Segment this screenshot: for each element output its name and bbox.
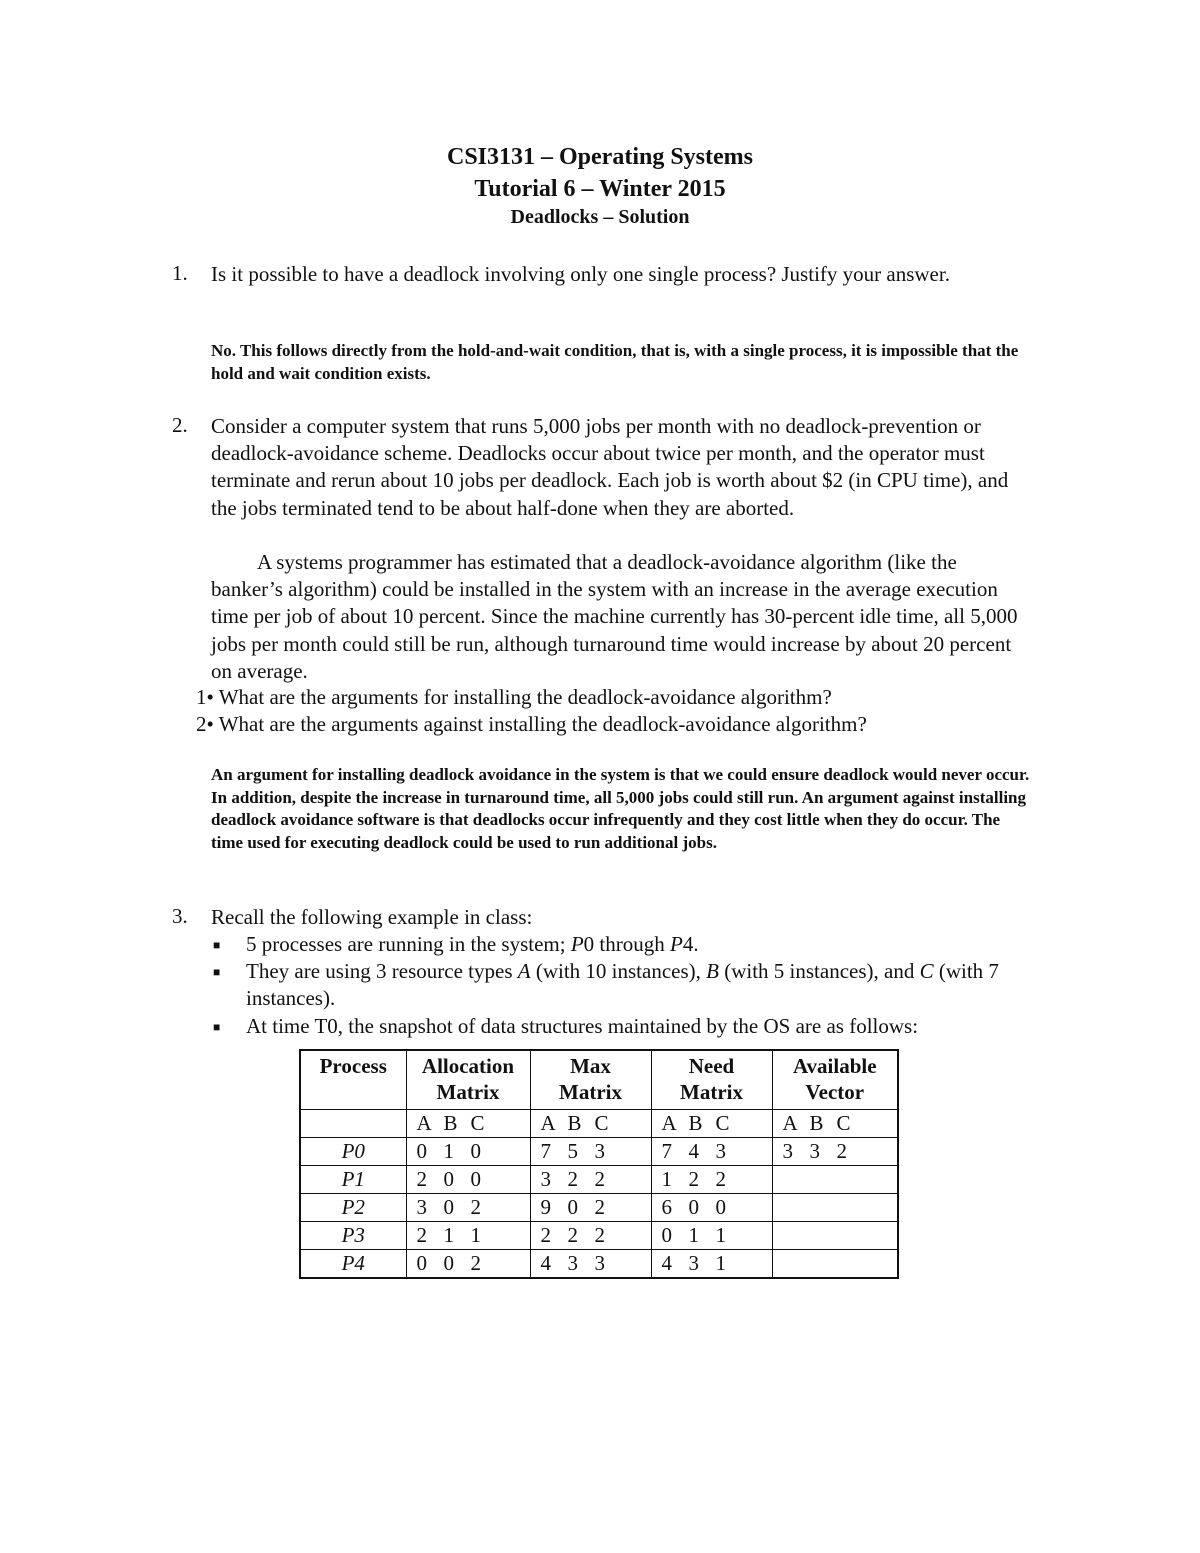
q3-bullet-1: 5 processes are running in the system; P0 through P4. bbox=[246, 932, 699, 956]
q2-paragraph-1: Consider a computer system that runs 5,000 jobs per month with no deadlock-prevention or deadlock-avoidance scheme. Deadlocks occur about twice per month, and the operator must terminate and rerun about 10 jobs per deadlock. Each job is worth about $2 (in CPU time), and the jobs terminated tend to be about half-done when they are aborted. bbox=[211, 414, 1009, 520]
need-cell: 7 4 3 bbox=[651, 1138, 772, 1166]
process-cell: P3 bbox=[300, 1222, 406, 1250]
course-title: CSI3131 – Operating Systems bbox=[446, 144, 753, 170]
empty-cell bbox=[300, 1110, 406, 1138]
process-cell: P1 bbox=[300, 1166, 406, 1194]
q3-intro: Recall the following example in class: bbox=[211, 905, 533, 929]
avail-cell bbox=[772, 1250, 898, 1279]
q2-answer: An argument for installing deadlock avoidance in the system is that we could ensure deadlock would never occur. In addition, despite the increase in turnaround time, all 5,000 jobs could still run. An argument against installing deadlock avoidance software is that deadlocks occur infrequently and they cost little when they do occur. The time used for executing deadlock could be used to run additional jobs. bbox=[211, 765, 1030, 852]
process-cell: P2 bbox=[300, 1194, 406, 1222]
q1-question: Is it possible to have a deadlock involving only one single process? Justify your answer. bbox=[211, 262, 950, 286]
topic-title: Deadlocks – Solution bbox=[510, 206, 690, 228]
table-row bbox=[300, 1250, 898, 1279]
max-cell: 4 3 3 bbox=[530, 1250, 651, 1279]
max-cell: 2 2 2 bbox=[530, 1222, 651, 1250]
q3-number: 3. bbox=[172, 904, 188, 928]
alloc-cell: 2 0 0 bbox=[406, 1166, 530, 1194]
q2-number: 2. bbox=[172, 413, 188, 437]
snapshot-table bbox=[299, 1049, 899, 1279]
need-cell: 6 0 0 bbox=[651, 1194, 772, 1222]
q1-number: 1. bbox=[172, 261, 188, 285]
alloc-cell: 0 1 0 bbox=[406, 1138, 530, 1166]
q2-paragraph-2: A systems programmer has estimated that a deadlock-avoidance algorithm (like the banker’s algorithm) could be installed in the system with an increase in the average execution time per job of about 10 percent. Since the machine currently has 30-percent idle time, all 5,000 jobs per month could still be run, although turnaround time would increase by about 20 percent on average. bbox=[211, 550, 1018, 683]
max-cell: 7 5 3 bbox=[530, 1138, 651, 1166]
table-row bbox=[300, 1166, 898, 1194]
header-available: Available Vector bbox=[772, 1050, 898, 1110]
avail-cell bbox=[772, 1194, 898, 1222]
q1-answer: No. This follows directly from the hold-and-wait condition, that is, with a single process, it is impossible that the hold and wait condition exists. bbox=[211, 341, 1019, 383]
q2-subquestion-1: 1• What are the arguments for installing the deadlock-avoidance algorithm? bbox=[196, 685, 832, 709]
header-process: Process bbox=[300, 1050, 406, 1110]
table-header-row bbox=[300, 1050, 898, 1110]
process-cell: P0 bbox=[300, 1138, 406, 1166]
tutorial-title: Tutorial 6 – Winter 2015 bbox=[474, 176, 726, 202]
avail-cell: 3 3 2 bbox=[772, 1138, 898, 1166]
alloc-cell: 2 1 1 bbox=[406, 1222, 530, 1250]
bullet-icon: ■ bbox=[213, 965, 221, 979]
bullet-icon: ■ bbox=[213, 938, 221, 952]
max-cell: 9 0 2 bbox=[530, 1194, 651, 1222]
q2-subquestion-2: 2• What are the arguments against installing the deadlock-avoidance algorithm? bbox=[196, 712, 867, 736]
q3-bullet-2: They are using 3 resource types A (with 10 instances), B (with 5 instances), and C (with 7 instances). bbox=[246, 959, 999, 1011]
avail-cell bbox=[772, 1222, 898, 1250]
avail-cell bbox=[772, 1166, 898, 1194]
need-cell: 0 1 1 bbox=[651, 1222, 772, 1250]
header-allocation: Allocation Matrix bbox=[406, 1050, 530, 1110]
table-row bbox=[300, 1194, 898, 1222]
q3-bullet-3: At time T0, the snapshot of data structures maintained by the OS are as follows: bbox=[246, 1014, 919, 1038]
need-cell: 1 2 2 bbox=[651, 1166, 772, 1194]
max-cell: 3 2 2 bbox=[530, 1166, 651, 1194]
header-need: Need Matrix bbox=[651, 1050, 772, 1110]
header-max: Max Matrix bbox=[530, 1050, 651, 1110]
table-row bbox=[300, 1138, 898, 1166]
alloc-cell: 0 0 2 bbox=[406, 1250, 530, 1279]
need-cell: 4 3 1 bbox=[651, 1250, 772, 1279]
alloc-cell: 3 0 2 bbox=[406, 1194, 530, 1222]
table-row bbox=[300, 1222, 898, 1250]
bullet-icon: ■ bbox=[213, 1020, 221, 1034]
resource-label-row: A B C A B C A B C A B C bbox=[300, 1110, 898, 1138]
process-cell: P4 bbox=[300, 1250, 406, 1279]
